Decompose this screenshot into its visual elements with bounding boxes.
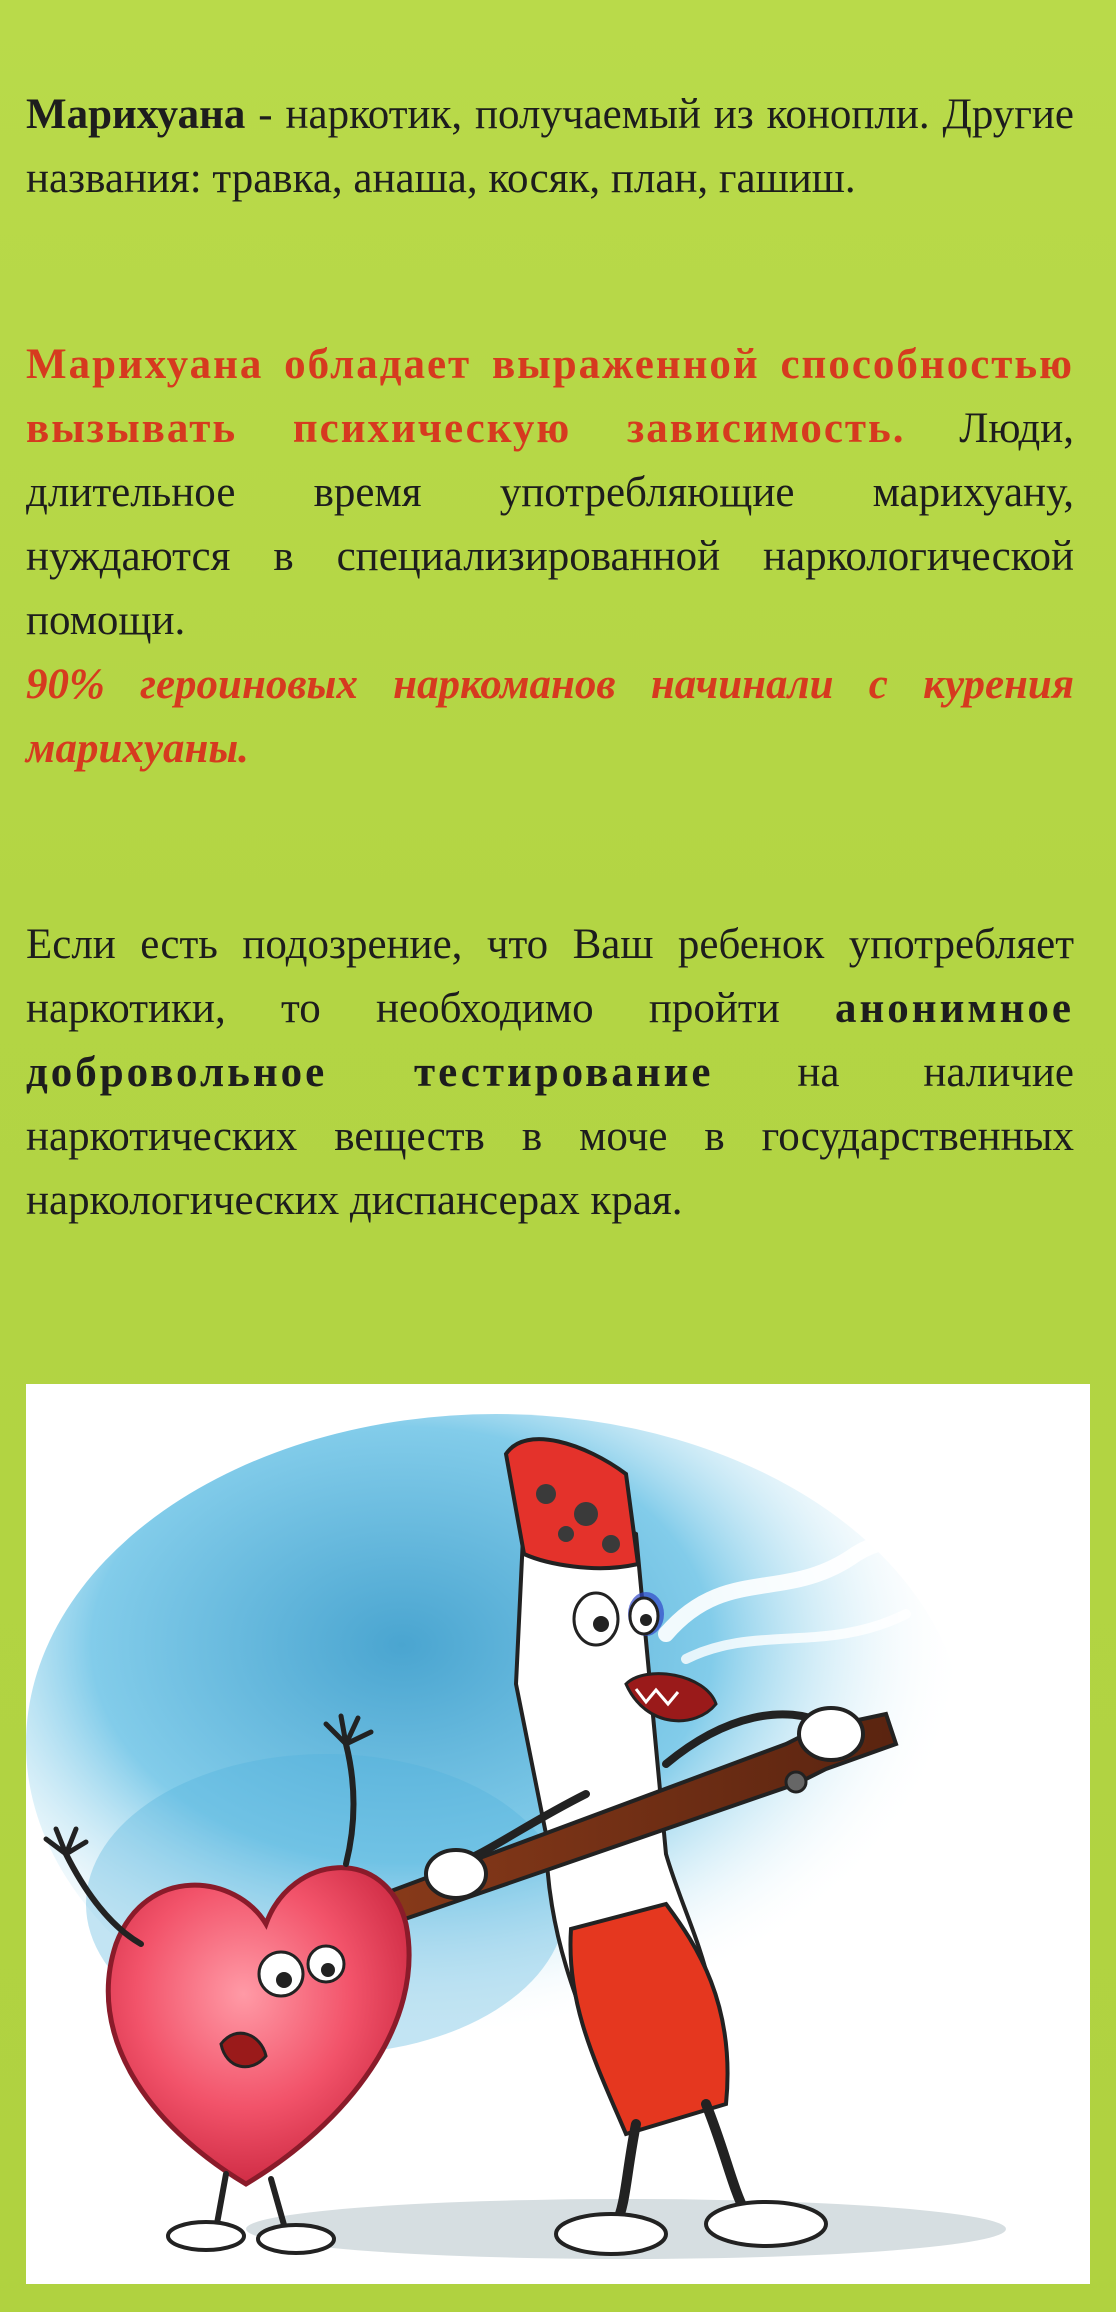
dependence-text: Люди, длительное время употребляющие марихуану, нуждаются в специализированной наркологической помощи. xyxy=(26,405,1074,644)
cartoon-drawing xyxy=(26,1384,1090,2284)
paragraph-dependence xyxy=(26,333,1074,781)
paragraph-definition xyxy=(26,83,1074,211)
definition-text: - наркотик, получаемый из конопли. Другие названия: травка, анаша, косяк, план, гашиш. xyxy=(26,91,1074,202)
heroin-statistic: 90% героиновых наркоманов начинали с курения марихуаны. xyxy=(26,661,1074,772)
dependence-warning: Марихуана обладает выраженной способностью вызывать психическую зависимость. xyxy=(26,341,1074,452)
term-marijuana: Марихуана xyxy=(26,91,246,138)
paragraph-testing xyxy=(26,913,1074,1233)
testing-text-start: Если есть подозрение, что Ваш ребенок употребляет наркотики, то необходимо пройти xyxy=(26,921,1074,1032)
testing-highlight: анонимное добровольное тестирование xyxy=(26,985,1074,1096)
testing-text-end: на наличие наркотических веществ в моче в государственных наркологических диспансерах края. xyxy=(26,1049,1074,1224)
cartoon-illustration xyxy=(26,1384,1090,2284)
